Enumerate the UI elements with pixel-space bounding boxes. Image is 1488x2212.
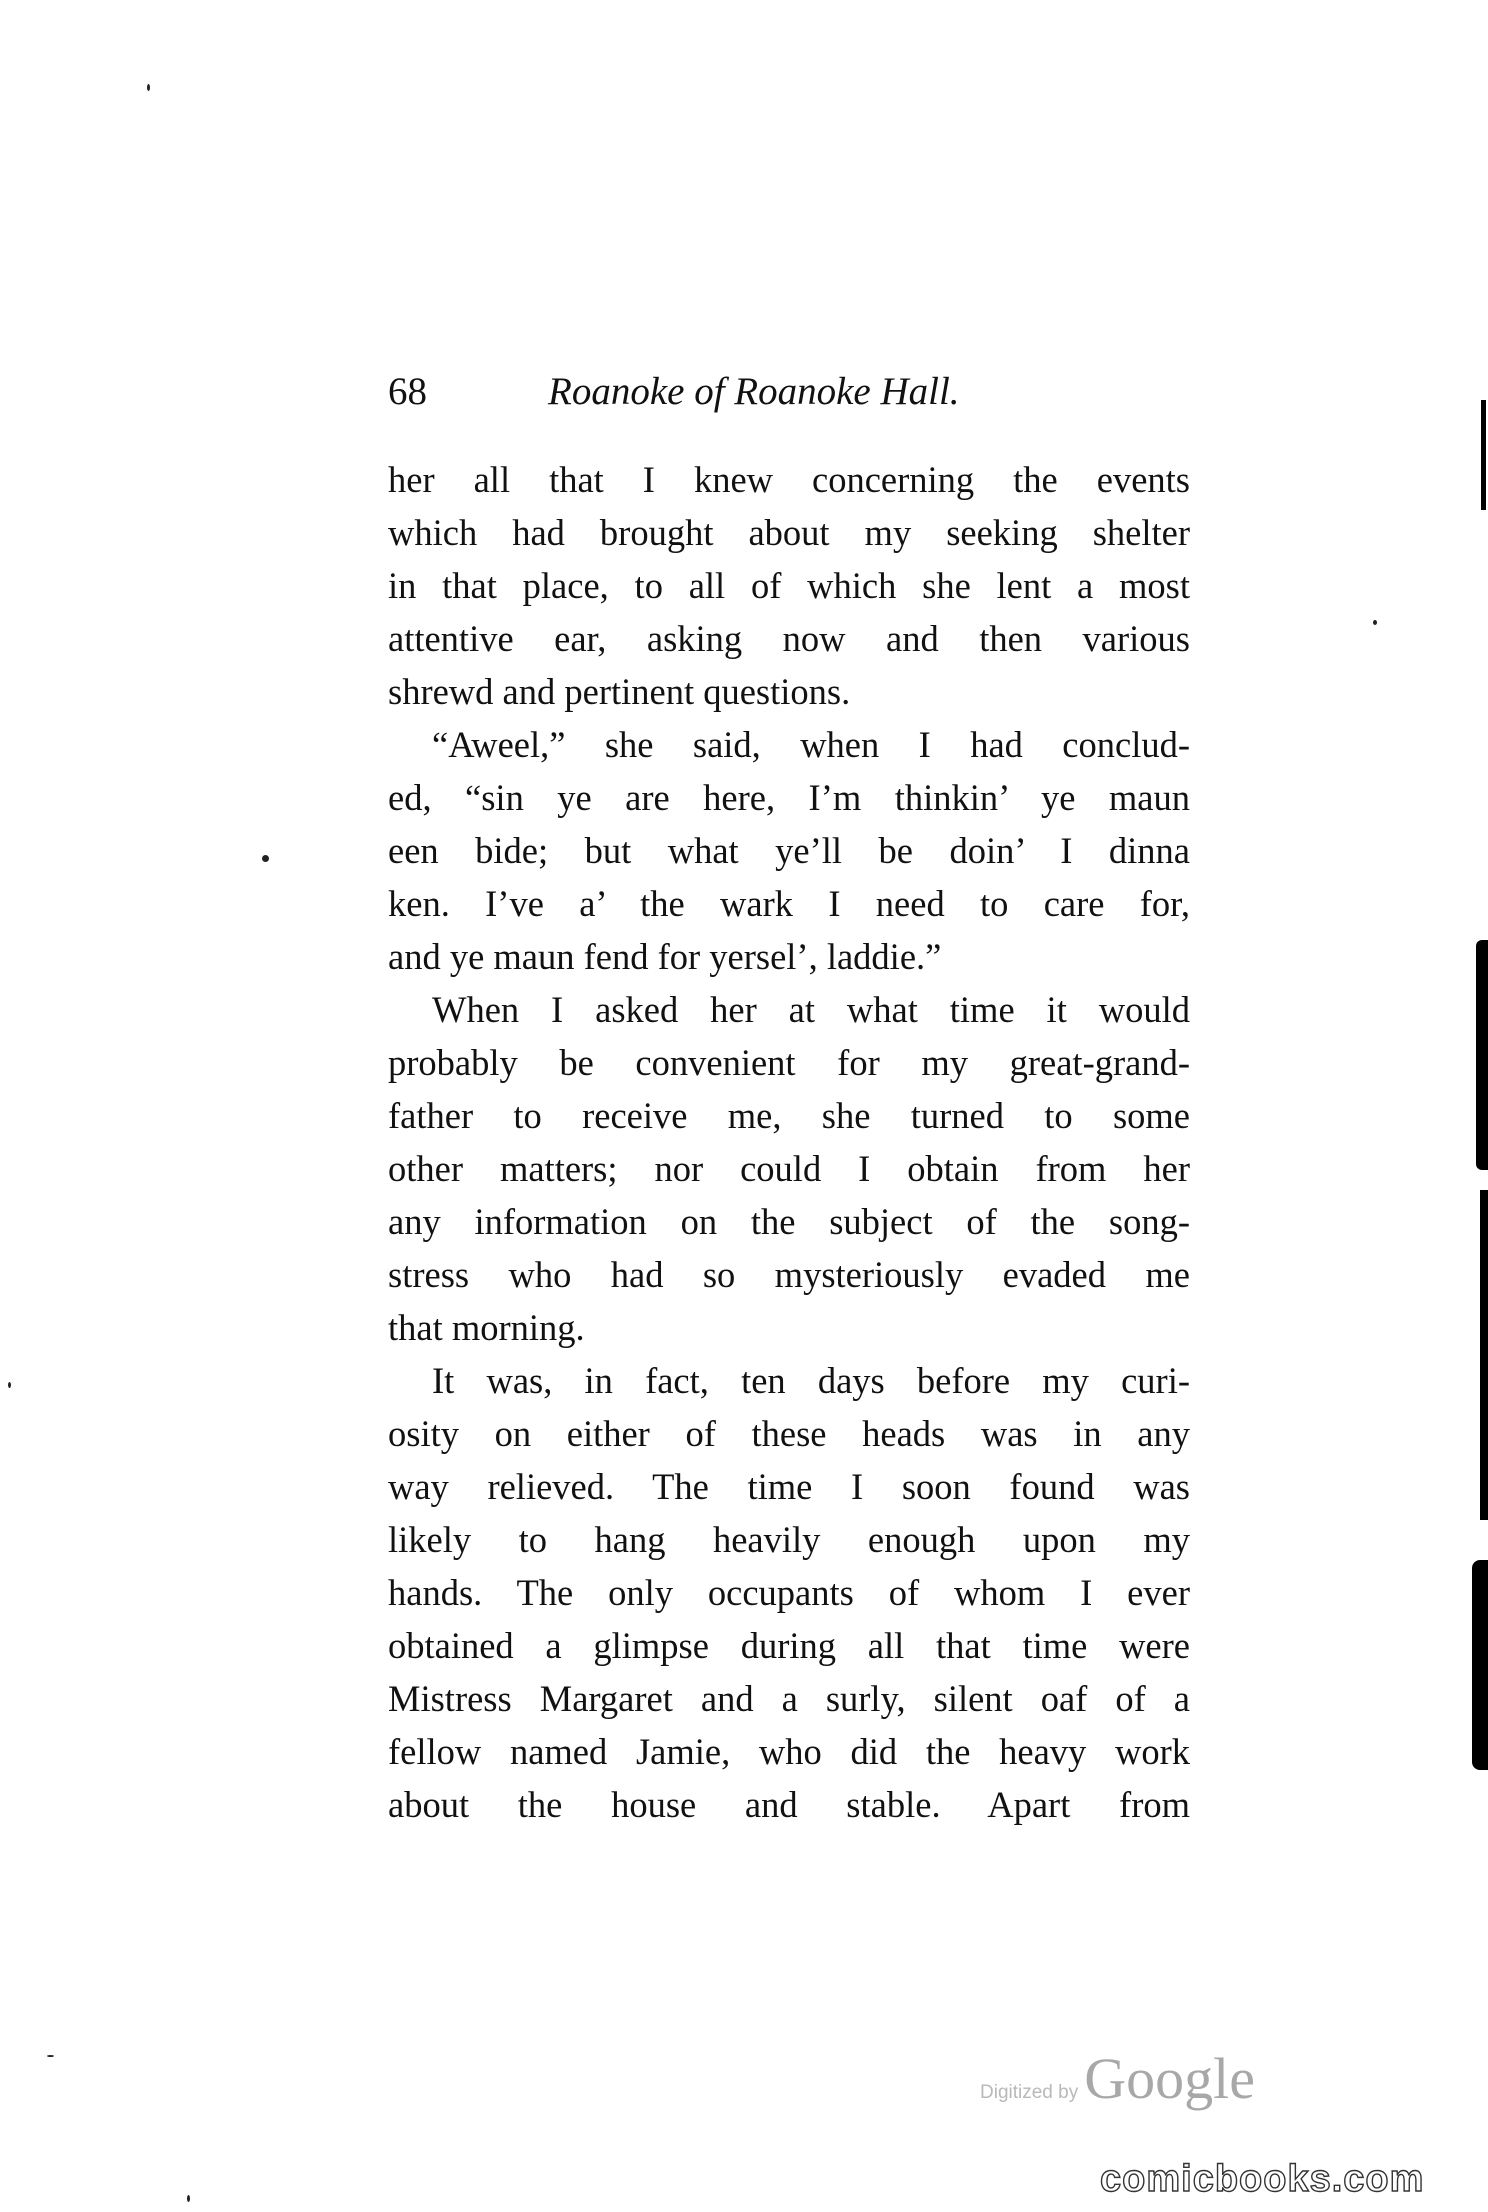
text-line: any information on the subject of the song- xyxy=(388,1201,1190,1242)
body-text xyxy=(388,453,1190,1831)
text-line: ed, “sin ye are here, I’m thinkin’ ye maun xyxy=(388,777,1190,818)
scan-speck xyxy=(147,84,150,91)
text-line: in that place, to all of which she lent a most xyxy=(388,565,1190,606)
scan-speck xyxy=(8,1382,11,1388)
text-line: likely to hang heavily enough upon my xyxy=(388,1519,1190,1560)
watermark-prefix: Digitized by xyxy=(980,2082,1079,2103)
text-line: that morning. xyxy=(388,1307,585,1348)
digitized-watermark xyxy=(980,2045,1400,2115)
text-line: father to receive me, she turned to some xyxy=(388,1095,1190,1136)
text-line: When I asked her at what time it would xyxy=(432,989,1190,1030)
text-line: osity on either of these heads was in any xyxy=(388,1413,1190,1454)
binding-edge-mark xyxy=(1476,940,1488,1170)
google-logo: Google xyxy=(1084,2046,1255,2111)
scan-speck xyxy=(187,2195,190,2202)
text-line: ken. I’ve a’ the wark I need to care for, xyxy=(388,883,1190,924)
text-line: It was, in fact, ten days before my curi- xyxy=(432,1360,1190,1401)
site-credit: comicbooks.com xyxy=(1100,2158,1425,2200)
text-line: obtained a glimpse during all that time were xyxy=(388,1625,1190,1666)
running-title: Roanoke of Roanoke Hall. xyxy=(548,370,960,413)
text-line: shrewd and pertinent questions. xyxy=(388,671,851,712)
binding-edge-mark xyxy=(1480,1190,1488,1520)
scan-speck xyxy=(1373,620,1377,625)
text-line: een bide; but what ye’ll be doin’ I dinna xyxy=(388,830,1190,871)
text-line: other matters; nor could I obtain from her xyxy=(388,1148,1190,1189)
text-line: which had brought about my seeking shelter xyxy=(388,512,1190,553)
binding-edge-mark xyxy=(1481,400,1486,510)
text-line: fellow named Jamie, who did the heavy work xyxy=(388,1731,1190,1772)
text-line: about the house and stable. Apart from xyxy=(388,1784,1190,1825)
text-line: hands. The only occupants of whom I ever xyxy=(388,1572,1190,1613)
page-number: 68 xyxy=(388,370,427,413)
running-head xyxy=(388,362,1188,422)
text-line: “Aweel,” she said, when I had conclud- xyxy=(432,724,1190,765)
scan-speck xyxy=(47,2055,54,2057)
text-line: her all that I knew concerning the events xyxy=(388,459,1190,500)
text-line: attentive ear, asking now and then various xyxy=(388,618,1190,659)
text-line: Mistress Margaret and a surly, silent oaf of a xyxy=(388,1678,1190,1719)
text-line: stress who had so mysteriously evaded me xyxy=(388,1254,1190,1295)
text-line: and ye maun fend for yersel’, laddie.” xyxy=(388,936,942,977)
scan-speck xyxy=(262,855,269,862)
binding-edge-mark xyxy=(1472,1560,1488,1770)
text-line: way relieved. The time I soon found was xyxy=(388,1466,1190,1507)
text-line: probably be convenient for my great-grand- xyxy=(388,1042,1190,1083)
